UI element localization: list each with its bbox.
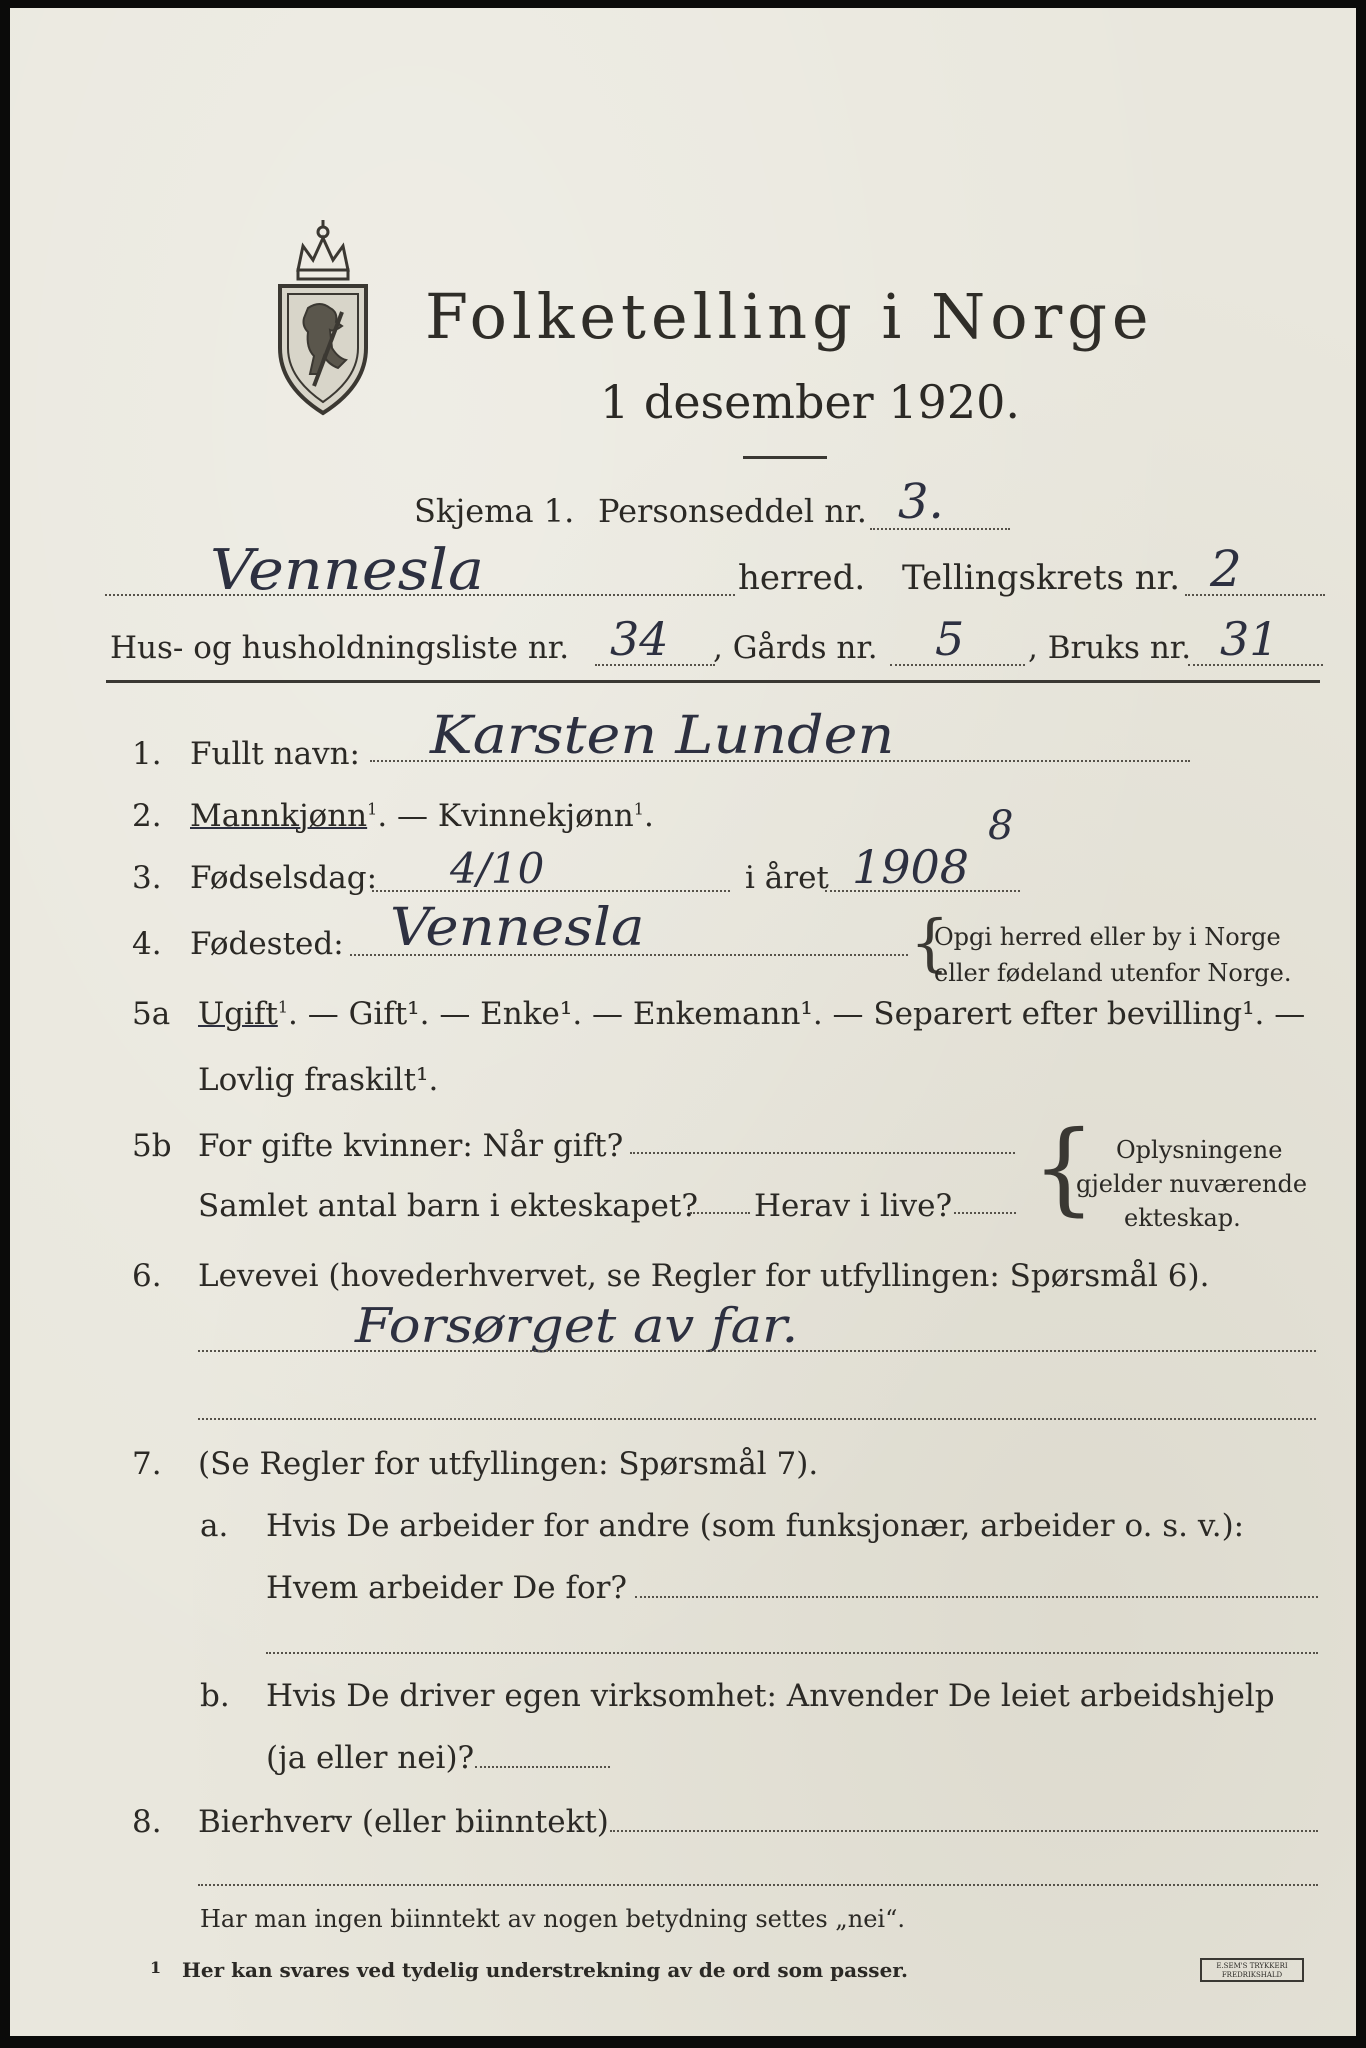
q7a-answer-line2 <box>266 1652 1318 1654</box>
q3-number: 3. <box>132 860 162 896</box>
printer-stamp <box>1200 1958 1304 1982</box>
q8-answer-line1 <box>610 1830 1318 1832</box>
q2-kvinnekjonn-option[interactable]: Kvinnekjønn <box>437 798 634 834</box>
q2-footnote-ref-2: 1 <box>633 799 644 819</box>
hus-label: Hus- og husholdningsliste nr. <box>110 630 570 666</box>
herred-label: herred. <box>738 558 866 598</box>
q7a-answer-line1 <box>635 1596 1318 1598</box>
q3-label: Fødselsdag: <box>190 860 378 896</box>
q6-number: 6. <box>132 1258 162 1294</box>
q5a-other-options[interactable]: . — Gift¹. — Enke¹. — Enkemann¹. — Separert efter bevilling¹. — <box>288 996 1306 1032</box>
q5a-ugift-option[interactable]: Ugift <box>198 996 278 1032</box>
q1-value[interactable]: Karsten Lunden <box>430 706 895 766</box>
q5b-line2b: Herav i live? <box>754 1188 953 1224</box>
q4-number: 4. <box>132 926 162 962</box>
q5b-note-line3: ekteskap. <box>1124 1204 1241 1232</box>
q5b-barn-line <box>690 1212 750 1214</box>
q7b-line2: (ja eller nei)? <box>266 1740 475 1776</box>
q4-note-brace: { <box>910 906 950 979</box>
q5a-number: 5a <box>132 996 171 1032</box>
q8-label: Bierhverv (eller biinntekt) <box>198 1804 609 1840</box>
personseddel-label: Personseddel nr. <box>598 492 867 530</box>
q2-options <box>190 798 654 834</box>
q7a-line1: Hvis De arbeider for andre (som funksjonær, arbeider o. s. v.): <box>266 1508 1245 1544</box>
q5b-line2a: Samlet antal barn i ekteskapet? <box>198 1188 698 1224</box>
q3-day-value[interactable]: 4/10 <box>450 844 545 893</box>
q7b-line1: Hvis De driver egen virksomhet: Anvender De leiet arbeidshjelp <box>266 1678 1275 1714</box>
census-form <box>10 8 1356 2036</box>
q4-value[interactable]: Vennesla <box>390 898 645 958</box>
q5b-live-line <box>954 1212 1016 1214</box>
skjema-label: Skjema 1. <box>414 492 575 530</box>
q5a-line2[interactable]: Lovlig fraskilt¹. <box>198 1062 439 1098</box>
q3-year-correction: 8 <box>988 803 1014 849</box>
hus-value[interactable]: 34 <box>610 612 669 666</box>
q1-number: 1. <box>132 736 162 772</box>
tellingskrets-label: Tellingskrets nr. <box>902 558 1181 598</box>
q5a-footnote-ref: 1 <box>277 997 289 1017</box>
q3-year-label: i året <box>745 860 829 896</box>
coat-of-arms-icon <box>268 208 378 418</box>
herred-value[interactable]: Vennesla <box>210 538 485 603</box>
footnote-mark: 1 <box>150 1958 162 1977</box>
footer-note: Har man ingen biinntekt av nogen betydning settes „nei“. <box>200 1905 905 1933</box>
tellingskrets-line <box>1185 594 1325 596</box>
q7-number: 7. <box>132 1446 162 1482</box>
form-title: Folketelling i Norge <box>425 280 1154 353</box>
q5b-note-line1: Oplysningene <box>1116 1136 1283 1164</box>
gards-label: , Gårds nr. <box>713 630 878 666</box>
q7a-line2: Hvem arbeider De for? <box>266 1570 628 1606</box>
bruks-label: , Bruks nr. <box>1028 630 1192 666</box>
q5b-line1: For gifte kvinner: Når gift? <box>198 1128 624 1164</box>
printer-stamp-line2: FREDRIKSHALD <box>1221 1971 1283 1979</box>
printer-stamp-line1: E.SEM'S TRYKKERI <box>1216 1962 1288 1970</box>
gards-value[interactable]: 5 <box>935 612 965 666</box>
footnote-text: Her kan svares ved tydelig understrekning av de ord som passer. <box>182 1958 908 1982</box>
q6-line2 <box>198 1418 1316 1420</box>
q5b-number: 5b <box>132 1128 172 1164</box>
q5b-nar-gift-line <box>630 1152 1015 1154</box>
q2-mannkjonn-option[interactable]: Mannkjønn <box>190 798 368 834</box>
q4-note-line2: eller fødeland utenfor Norge. <box>934 959 1292 987</box>
q7a-letter: a. <box>200 1508 229 1544</box>
q3-day-line <box>372 890 730 892</box>
q7-label: (Se Regler for utfyllingen: Spørsmål 7). <box>198 1446 819 1482</box>
q8-answer-line2 <box>198 1884 1318 1886</box>
q8-number: 8. <box>132 1804 162 1840</box>
q5a-options <box>198 996 1305 1032</box>
q2-number: 2. <box>132 798 162 834</box>
title-divider <box>743 456 827 459</box>
q6-value[interactable]: Forsørget av far. <box>355 1298 799 1354</box>
q6-label: Levevei (hovederhvervet, se Regler for utfyllingen: Spørsmål 6). <box>198 1258 1210 1294</box>
q4-note-line1: Opgi herred eller by i Norge <box>934 923 1281 951</box>
q6-line1 <box>198 1350 1316 1352</box>
tellingskrets-value[interactable]: 2 <box>1210 540 1242 598</box>
q5b-note-brace: { <box>1032 1109 1096 1226</box>
q5b-note-line2: gjelder nuværende <box>1076 1170 1308 1198</box>
form-date: 1 desember 1920. <box>600 375 1020 429</box>
q1-label: Fullt navn: <box>190 736 360 772</box>
q2-separator: . — <box>377 798 438 834</box>
q7b-answer-line <box>475 1766 610 1768</box>
q2-end: . <box>643 798 654 834</box>
header-divider <box>106 680 1320 683</box>
bruks-value[interactable]: 31 <box>1220 612 1279 666</box>
personseddel-value[interactable]: 3. <box>898 474 944 530</box>
q7b-letter: b. <box>200 1678 230 1714</box>
q2-footnote-ref: 1 <box>367 799 378 819</box>
q4-label: Fødested: <box>190 926 344 962</box>
q3-year-value[interactable]: 1908 <box>852 840 970 894</box>
